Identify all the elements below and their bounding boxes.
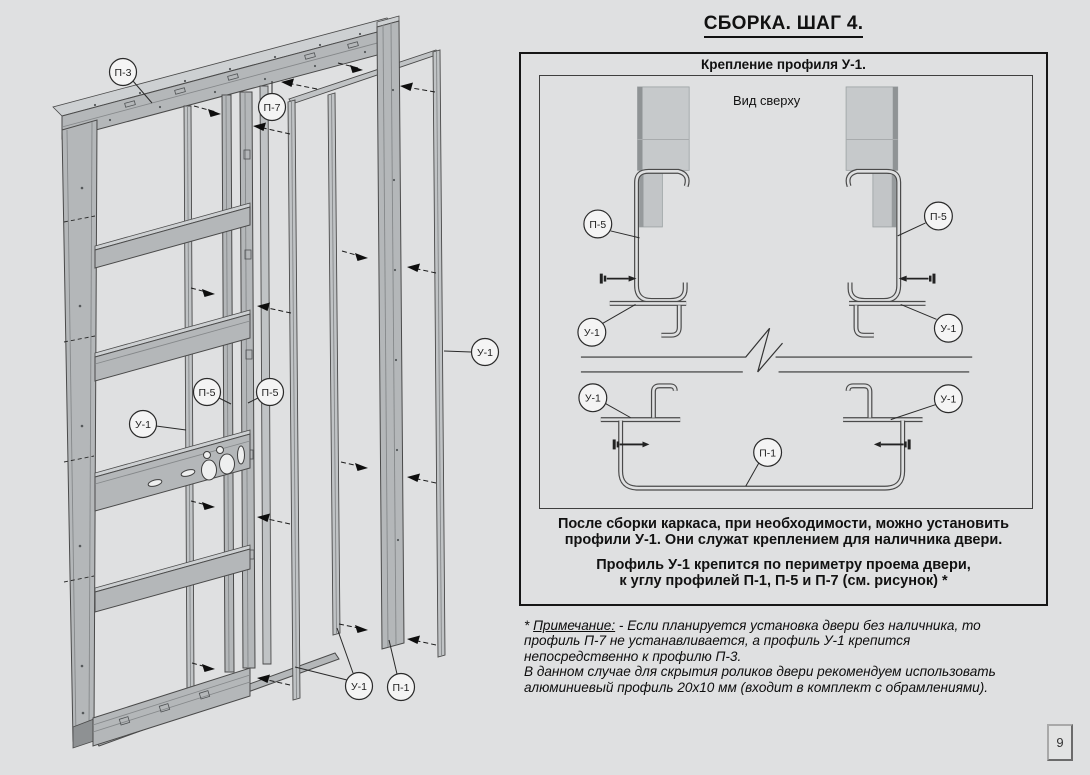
- door-bar-right: [846, 87, 898, 227]
- left-post: [62, 120, 97, 748]
- u1-section-top-left: [610, 303, 686, 335]
- footnote: [524, 618, 1024, 695]
- break-lines: [581, 328, 972, 372]
- screw-top-right: [899, 274, 936, 284]
- caption-line: Профиль У-1 крепится по периметру проема двери,: [596, 557, 971, 573]
- caption-line: профили У-1. Они служат креплением для наличника двери.: [564, 532, 1003, 548]
- panel-heading: Крепление профиля У-1.: [701, 57, 866, 72]
- page-title: СБОРКА. ШАГ 4.: [519, 13, 1048, 38]
- callout-p5-tv-left: П-5: [589, 219, 607, 231]
- bottom-rail: [93, 653, 339, 746]
- footnote-label: Примечание:: [533, 618, 616, 633]
- callout-p7: П-7: [263, 102, 281, 114]
- u1-section-top-right: [849, 303, 925, 335]
- p5-stud-pair: [222, 92, 255, 672]
- panel-captions: [521, 516, 1046, 589]
- callout-p5-tv-right: П-5: [930, 211, 947, 223]
- callout-u1-left: У-1: [134, 419, 152, 431]
- u1-strip-3: [433, 50, 445, 657]
- u1-strip-1: [288, 100, 300, 700]
- caption-line: к углу профилей П-1, П-5 и П-7 (см. рисунок) *: [619, 573, 948, 589]
- footnote-body2: В данном случае для скрытия роликов двери рекомендуем использовать алюминиевый профиль 20х10 мм (входит в комплект с обрамлениями).: [524, 664, 996, 695]
- top-view-box: [539, 75, 1033, 509]
- frame-assembly-drawing: [0, 0, 520, 775]
- screw-top-left: [600, 274, 637, 284]
- footnote-star: *: [524, 618, 534, 633]
- callout-u1-tv-topright: У-1: [940, 324, 957, 336]
- rear-stud: [260, 86, 271, 664]
- callout-u1-tv-bottomleft: У-1: [584, 393, 601, 405]
- callout-p1-tv: П-1: [759, 448, 776, 460]
- callout-p5-right: П-5: [261, 387, 279, 399]
- top-view-drawing: [540, 76, 1031, 507]
- footnote-body: - Если планируется установка двери без наличника, то профиль П-7 не устанавливается, а профиль У-1 крепится непосредственно к профилю П-3.: [524, 618, 981, 664]
- callout-u1-bottom: У-1: [350, 681, 368, 693]
- callout-p3: П-3: [114, 67, 132, 79]
- u1-stud: [184, 106, 194, 688]
- u1-strip-2: [328, 93, 340, 635]
- page-number: [1047, 724, 1073, 761]
- p1-strip: [377, 16, 404, 649]
- callout-u1-tv-topleft: У-1: [583, 328, 600, 340]
- page-number-value: 9: [1056, 735, 1064, 750]
- view-label: Вид сверху: [733, 92, 801, 108]
- u1-section-bottom-right: [843, 386, 922, 420]
- caption-line: После сборки каркаса, при необходимости, можно установить: [557, 516, 1010, 532]
- callout-u1-right: У-1: [476, 347, 494, 359]
- u1-section-bottom-left: [601, 386, 680, 420]
- callout-p1: П-1: [392, 682, 410, 694]
- callout-u1-tv-bottomright: У-1: [940, 394, 957, 406]
- detail-panel: [519, 52, 1048, 606]
- callout-p5-left: П-5: [198, 387, 216, 399]
- door-bar-left: [638, 87, 690, 227]
